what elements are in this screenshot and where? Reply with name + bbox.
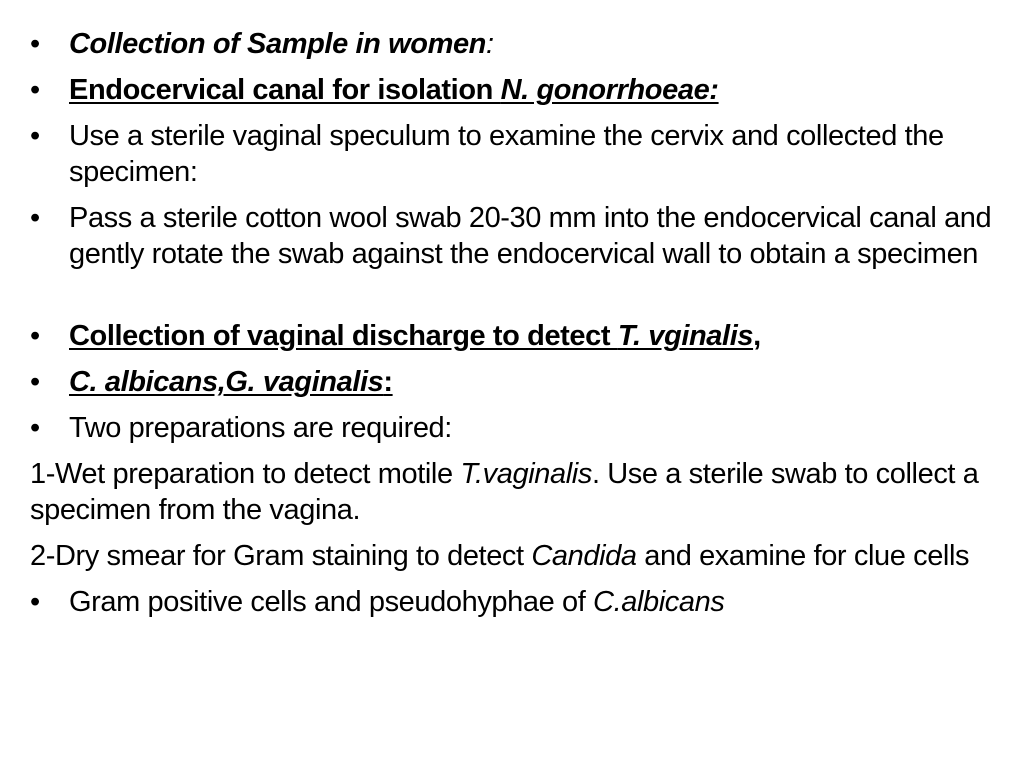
text-run: Pass a sterile cotton wool swab 20-30 mm into the endocervical canal and gently rotate the swab against the endocervical wall to obtain a specimen <box>69 202 992 270</box>
text-run: . Use a sterile swab to collect a specimen from the vagina. <box>30 458 979 526</box>
bullet-item <box>30 72 1005 108</box>
slide-body <box>30 26 1005 630</box>
text-run: T.vaginalis <box>460 458 592 490</box>
text-run: , <box>753 320 761 352</box>
bullet-marker: • <box>30 586 40 618</box>
bullet-item <box>30 584 1005 620</box>
text-run: C. albicans,G. vaginalis <box>69 366 384 398</box>
text-run: : <box>383 366 393 398</box>
text-run: Collection of vaginal discharge to detect <box>69 320 618 352</box>
text-run: Candida <box>531 540 637 572</box>
bullet-item <box>30 200 1005 272</box>
bullet-item <box>30 26 1005 62</box>
text-run: 1-Wet preparation to detect motile <box>30 458 461 490</box>
bullet-marker: • <box>30 366 40 398</box>
bullet-marker: • <box>30 28 40 60</box>
bullet-item <box>30 318 1005 354</box>
bullet-marker: • <box>30 120 40 152</box>
text-run: and examine for clue cells <box>636 540 970 572</box>
text-run: Use a sterile vaginal speculum to examine the cervix and collected the specimen: <box>69 120 944 188</box>
text-run: N. gonorrhoeae: <box>500 74 719 106</box>
text-run: Two preparations are required: <box>69 412 452 444</box>
bullet-marker: • <box>30 320 40 352</box>
blank-line <box>30 282 1005 318</box>
bullet-item <box>30 118 1005 190</box>
bullet-item <box>30 410 1005 446</box>
text-run: Gram positive cells and pseudohyphae of <box>69 586 594 618</box>
text-paragraph <box>30 456 1005 528</box>
text-run: C.albicans <box>593 586 725 618</box>
text-run: Endocervical canal for isolation <box>69 74 501 106</box>
bullet-item <box>30 364 1005 400</box>
bullet-marker: • <box>30 74 40 106</box>
text-run: T. vginalis <box>617 320 754 352</box>
bullet-marker: • <box>30 202 40 234</box>
text-paragraph <box>30 538 1005 574</box>
text-run: Collection of Sample in women <box>69 28 486 60</box>
text-run: 2-Dry smear for Gram staining to detect <box>30 540 532 572</box>
text-run: : <box>486 28 494 60</box>
bullet-marker: • <box>30 412 40 444</box>
